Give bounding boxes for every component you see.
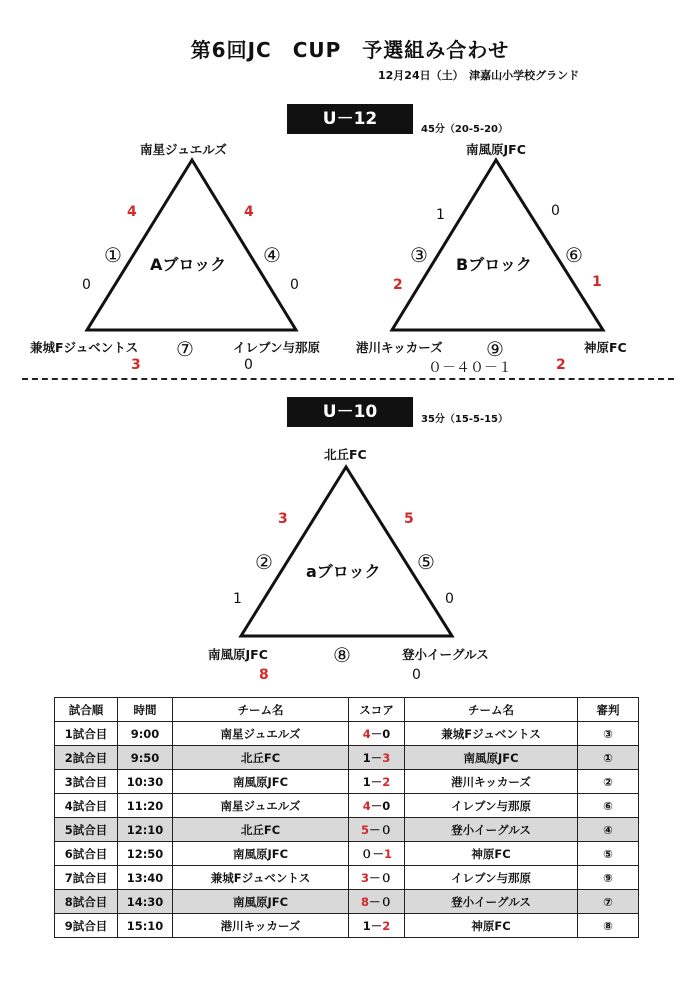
block-u10a-score-left-lower: 1 bbox=[233, 591, 242, 607]
team1-cell: 南風原JFC bbox=[173, 842, 349, 866]
table-row bbox=[55, 722, 639, 746]
score-cell bbox=[349, 842, 405, 866]
score-separator: － bbox=[370, 774, 383, 789]
block-u10a-score-bottom-right: 0 bbox=[412, 667, 421, 683]
block-a-left-match-number: ① bbox=[104, 243, 122, 267]
match-order-cell: 3試合目 bbox=[55, 770, 118, 794]
match-order-cell: 4試合目 bbox=[55, 794, 118, 818]
block-b-top-team: 南風原JFC bbox=[466, 142, 526, 157]
u10-duration: 35分（15-5-15） bbox=[421, 414, 509, 425]
block-u10a-score-left-upper: 3 bbox=[278, 511, 288, 527]
team2-cell: イレブン与那原 bbox=[405, 794, 578, 818]
block-a-bottom-match-number: ⑦ bbox=[176, 337, 194, 361]
block-u10a-right-team: 登小イーグルス bbox=[402, 647, 489, 662]
block-b-left-team: 港川キッカーズ bbox=[356, 340, 443, 355]
score-value: ０ bbox=[360, 846, 373, 861]
match-time-cell: 9:50 bbox=[118, 746, 173, 770]
table-row bbox=[55, 746, 639, 770]
match-time-cell: 11:20 bbox=[118, 794, 173, 818]
block-u10a-left-match-number: ② bbox=[255, 550, 273, 574]
match-schedule-table bbox=[54, 697, 639, 938]
table-row bbox=[55, 794, 639, 818]
table-header-row bbox=[55, 698, 639, 722]
score-cell bbox=[349, 746, 405, 770]
table-row bbox=[55, 818, 639, 842]
team2-cell: 兼城Fジュベントス bbox=[405, 722, 578, 746]
referee-cell: ③ bbox=[578, 722, 639, 746]
block-u10a-score-right-lower: 0 bbox=[445, 591, 454, 607]
referee-cell: ⑧ bbox=[578, 914, 639, 938]
match-order-cell: 5試合目 bbox=[55, 818, 118, 842]
score-cell bbox=[349, 818, 405, 842]
block-b-right-team: 神原FC bbox=[584, 340, 627, 355]
block-a-score-left-upper: 4 bbox=[127, 204, 137, 220]
match-order-cell: 2試合目 bbox=[55, 746, 118, 770]
match-time-cell: 12:10 bbox=[118, 818, 173, 842]
score-value: 8 bbox=[360, 894, 369, 909]
score-value: 0 bbox=[382, 798, 391, 813]
match-time-cell: 13:40 bbox=[118, 866, 173, 890]
header-team1: チーム名 bbox=[173, 698, 349, 722]
score-cell bbox=[349, 722, 405, 746]
block-a-right-match-number: ④ bbox=[263, 243, 281, 267]
page-title: 第6回JC CUP 予選組み合わせ bbox=[190, 38, 510, 62]
block-b-score-bottom: ０－４０－１ bbox=[428, 360, 512, 376]
team2-cell: 登小イーグルス bbox=[405, 890, 578, 914]
block-u10a-bottom-match-number: ⑧ bbox=[333, 643, 351, 667]
score-value: 4 bbox=[362, 798, 371, 813]
block-a-right-team: イレブン与那原 bbox=[233, 340, 321, 355]
block-a-score-right-upper: 4 bbox=[244, 204, 254, 220]
score-cell bbox=[349, 866, 405, 890]
score-cell bbox=[349, 890, 405, 914]
match-time-cell: 10:30 bbox=[118, 770, 173, 794]
match-order-cell: 9試合目 bbox=[55, 914, 118, 938]
team2-cell: 神原FC bbox=[405, 842, 578, 866]
match-time-cell: 12:50 bbox=[118, 842, 173, 866]
score-cell bbox=[349, 794, 405, 818]
table-row bbox=[55, 842, 639, 866]
header-team2: チーム名 bbox=[405, 698, 578, 722]
match-time-cell: 14:30 bbox=[118, 890, 173, 914]
referee-cell: ① bbox=[578, 746, 639, 770]
block-b-score-right-upper: 0 bbox=[551, 203, 560, 219]
team1-cell: 北丘FC bbox=[173, 746, 349, 770]
header-referee: 審判 bbox=[578, 698, 639, 722]
team1-cell: 港川キッカーズ bbox=[173, 914, 349, 938]
block-b-score-left-upper: 1 bbox=[436, 207, 445, 223]
block-b-label: Bブロック bbox=[456, 255, 532, 274]
block-a-left-team: 兼城Fジュベントス bbox=[30, 340, 139, 355]
block-u10a-label: aブロック bbox=[306, 562, 381, 581]
score-value: 3 bbox=[382, 750, 391, 765]
block-u10a-left-team: 南風原JFC bbox=[208, 647, 268, 662]
header-time: 時間 bbox=[118, 698, 173, 722]
team2-cell: 登小イーグルス bbox=[405, 818, 578, 842]
score-separator: － bbox=[370, 798, 383, 813]
schedule-body bbox=[55, 722, 639, 938]
score-value: 3 bbox=[360, 870, 369, 885]
match-order-cell: 7試合目 bbox=[55, 866, 118, 890]
block-a-top-team: 南星ジュエルズ bbox=[140, 142, 227, 157]
score-separator: － bbox=[369, 894, 381, 909]
score-value: 2 bbox=[382, 774, 391, 789]
score-separator: － bbox=[370, 726, 383, 741]
block-b-score-left-lower: 2 bbox=[393, 277, 403, 293]
event-date-venue: 12月24日（土） 津嘉山小学校グランド bbox=[378, 69, 580, 82]
team1-cell: 南星ジュエルズ bbox=[173, 794, 349, 818]
u12-duration: 45分（20-5-20） bbox=[421, 124, 509, 135]
score-separator: － bbox=[369, 870, 381, 885]
table-row bbox=[55, 914, 639, 938]
block-b-right-match-number: ⑥ bbox=[565, 243, 583, 267]
score-value: ０ bbox=[380, 870, 392, 885]
block-u10a-score-bottom-left: 8 bbox=[259, 667, 269, 683]
score-value: 1 bbox=[362, 750, 371, 765]
score-separator: － bbox=[370, 918, 383, 933]
score-value: 1 bbox=[362, 774, 371, 789]
match-order-cell: 8試合目 bbox=[55, 890, 118, 914]
table-row bbox=[55, 890, 639, 914]
score-value: 5 bbox=[360, 822, 369, 837]
block-a-label: Aブロック bbox=[150, 255, 227, 274]
referee-cell: ⑦ bbox=[578, 890, 639, 914]
score-separator: － bbox=[370, 750, 383, 765]
block-b-left-match-number: ③ bbox=[410, 243, 428, 267]
u12-banner: U－12 bbox=[287, 104, 413, 134]
block-a-score-bottom-left: 3 bbox=[131, 357, 141, 373]
score-value: 4 bbox=[362, 726, 371, 741]
match-time-cell: 15:10 bbox=[118, 914, 173, 938]
team1-cell: 南星ジュエルズ bbox=[173, 722, 349, 746]
team2-cell: イレブン与那原 bbox=[405, 866, 578, 890]
score-value: 0 bbox=[382, 726, 391, 741]
score-value: ０ bbox=[380, 822, 392, 837]
header-order: 試合順 bbox=[55, 698, 118, 722]
score-separator: － bbox=[369, 822, 381, 837]
score-cell bbox=[349, 914, 405, 938]
block-b-bottom-match-number: ⑨ bbox=[486, 337, 504, 361]
u10-banner: U－10 bbox=[287, 397, 413, 427]
match-order-cell: 1試合目 bbox=[55, 722, 118, 746]
score-value: 1 bbox=[362, 918, 371, 933]
referee-cell: ⑥ bbox=[578, 794, 639, 818]
team2-cell: 神原FC bbox=[405, 914, 578, 938]
match-time-cell: 9:00 bbox=[118, 722, 173, 746]
header-score: スコア bbox=[349, 698, 405, 722]
team1-cell: 南風原JFC bbox=[173, 770, 349, 794]
referee-cell: ② bbox=[578, 770, 639, 794]
team2-cell: 南風原JFC bbox=[405, 746, 578, 770]
referee-cell: ④ bbox=[578, 818, 639, 842]
block-a-score-right-lower: 0 bbox=[290, 277, 299, 293]
block-a-score-left-lower: 0 bbox=[82, 277, 91, 293]
referee-cell: ⑨ bbox=[578, 866, 639, 890]
block-a-score-bottom-right: 0 bbox=[244, 357, 253, 373]
score-cell bbox=[349, 770, 405, 794]
team2-cell: 港川キッカーズ bbox=[405, 770, 578, 794]
block-b-score-bottom-right: 2 bbox=[556, 357, 566, 373]
block-b-score-right-lower: 1 bbox=[592, 274, 602, 290]
score-separator: － bbox=[372, 846, 384, 861]
team1-cell: 南風原JFC bbox=[173, 890, 349, 914]
block-u10a-score-right-upper: 5 bbox=[404, 511, 414, 527]
team1-cell: 北丘FC bbox=[173, 818, 349, 842]
referee-cell: ⑤ bbox=[578, 842, 639, 866]
table-row bbox=[55, 770, 639, 794]
score-value: 1 bbox=[383, 846, 392, 861]
score-value: 2 bbox=[382, 918, 391, 933]
score-value: ０ bbox=[380, 894, 392, 909]
match-order-cell: 6試合目 bbox=[55, 842, 118, 866]
section-divider bbox=[22, 378, 674, 380]
block-u10a-right-match-number: ⑤ bbox=[417, 550, 435, 574]
block-u10a-top-team: 北丘FC bbox=[324, 447, 367, 462]
table-row bbox=[55, 866, 639, 890]
team1-cell: 兼城Fジュベントス bbox=[173, 866, 349, 890]
